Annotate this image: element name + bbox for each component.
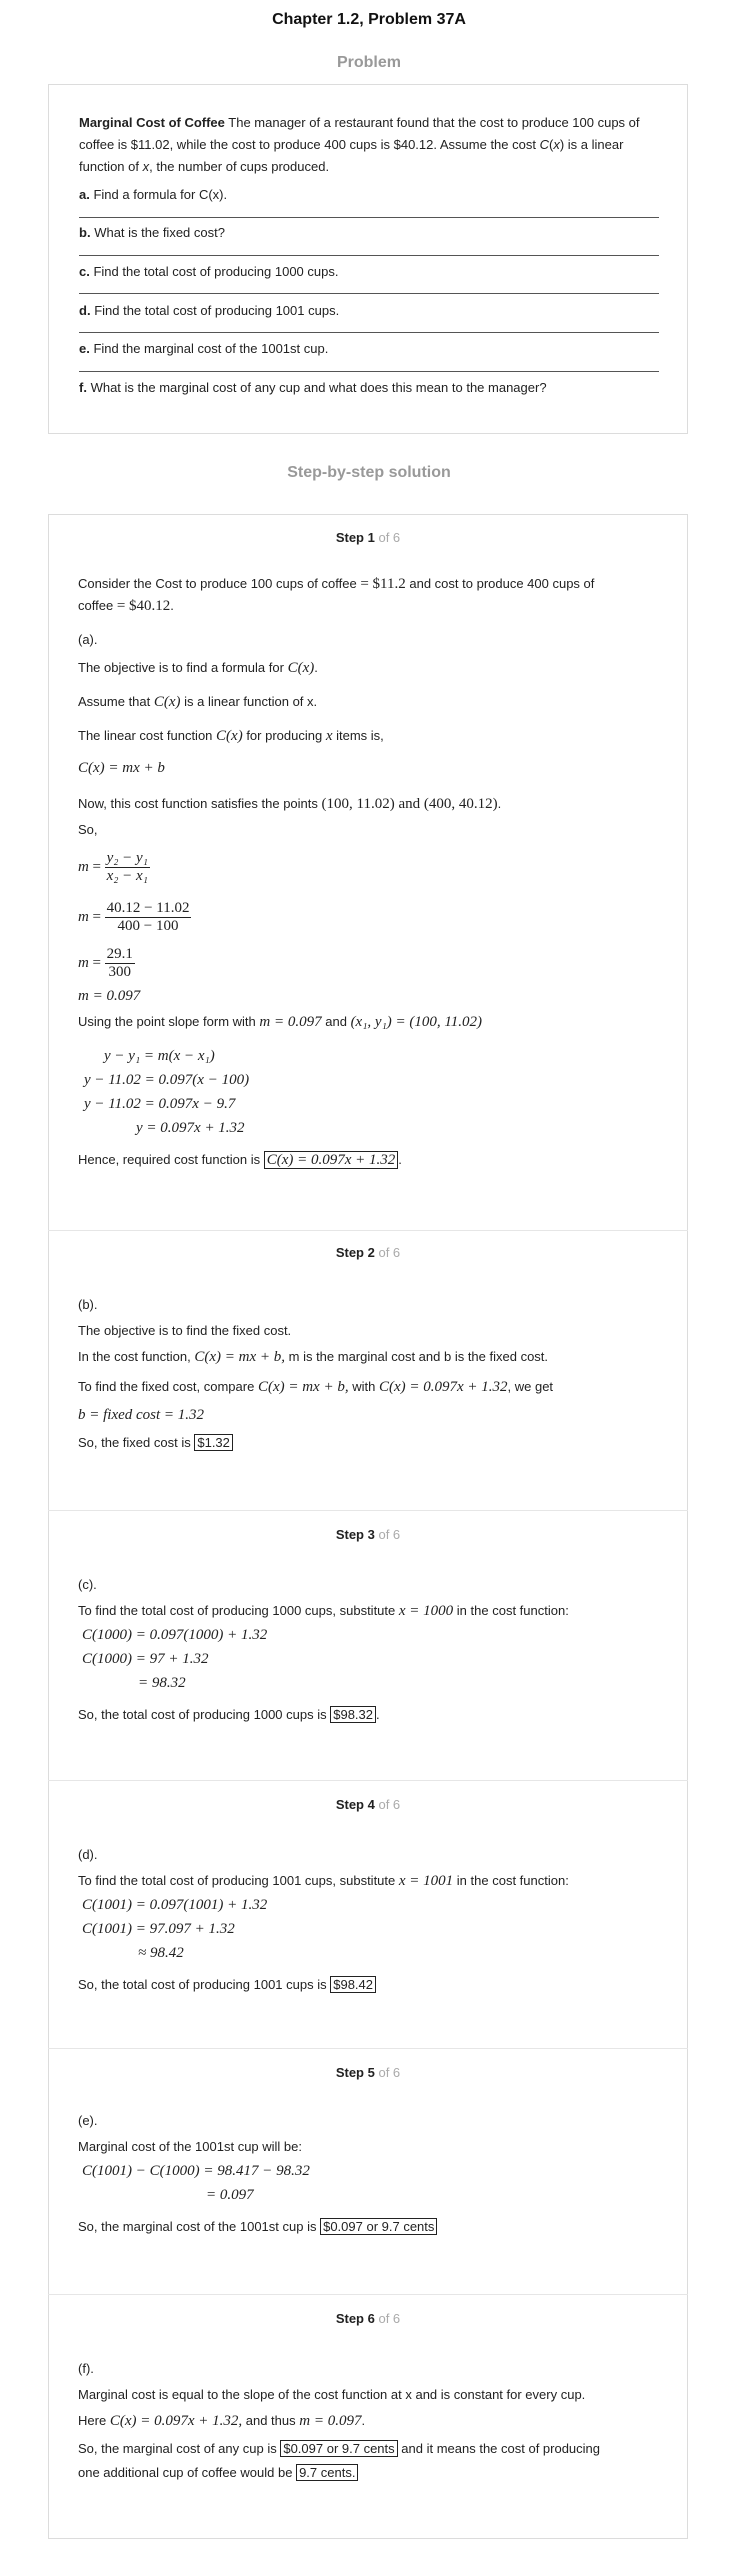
question-f: f. What is the marginal cost of any cup and what does this mean to the manager? xyxy=(79,380,547,395)
problem-lead-text2: is a linear function of xyxy=(79,137,624,174)
question-e: e. Find the marginal cost of the 1001st cup. xyxy=(79,341,329,356)
answer-box: C(x) = 0.097x + 1.32 xyxy=(264,1151,399,1169)
slope-fraction-2: m = $\frac{40.12 - 11.02}{400 - 100}$ xyxy=(78,900,190,934)
part-label: (a). xyxy=(78,632,98,647)
answer-box: $98.32 xyxy=(330,1706,376,1723)
step-2: Step 2 of 6 (b). The objective is to find the fixed cost. In the cost function, C(x) = mx + b, m is the marginal cost and b is the fixed cost. To find the fixed cost, compare C(x) = mx + b, with C(x) = 0.097x + 1.32, we get b = fixed cost = 1.32 So, the fixed cost is $1.32 xyxy=(48,1230,688,1510)
solution-section-title: Step-by-step solution xyxy=(287,464,451,481)
answer-line xyxy=(79,217,659,218)
step-2-header: Step 2 of 6 xyxy=(335,1245,401,1260)
answer-box: $0.097 or 9.7 cents xyxy=(320,2218,437,2235)
answer-box: $98.42 xyxy=(330,1976,376,1993)
step-5: Step 5 of 6 (e). Marginal cost of the 1001st cup will be: C(1001) − C(1000) = 98.417 − 98.32 = 0.097 So, the marginal cost of the 1001st cup is $0.097 or 9.7 cents xyxy=(48,2048,688,2294)
step-6-header: Step 6 of 6 xyxy=(335,2311,401,2326)
answer-line xyxy=(79,332,659,333)
problem-lead-text3: , the number of cups produced. xyxy=(149,159,330,174)
step-1-header: Step 1 of 6 xyxy=(335,530,401,545)
question-d: d. Find the total cost of producing 1001 cups. xyxy=(79,303,340,318)
step-3: Step 3 of 6 (c). To find the total cost of producing 1000 cups, substitute x = 1000 in the cost function: C(1000) = 0.097(1000) + 1.32 C(1000) = 97 + 1.32 = 98.32 So, the total cost of producing 1000 cups is $98.32 . xyxy=(48,1510,688,1780)
answer-box: $1.32 xyxy=(194,1434,233,1451)
step-3-header: Step 3 of 6 xyxy=(335,1527,401,1542)
question-b: b. What is the fixed cost? xyxy=(79,225,225,240)
step-1: Step 1 of 6 Consider the Cost to produce 100 cups of coffee = $11.2 and cost to produce 400 cups of coffee = $40.12. (a). The objective is to find a formula for C(x). Assume that C(x) is a linear function of x. The linear cost function C(x) for producing x items is, C(x) = mx + b Now, this cost function satisfies the points (100, 11.02) and (400, 40.12). So, m = $\frac{\text{y₂ − y₁}}{\text{x₂ − x₁}}$ m = $\frac{40.12 - 11.02}{400 - 100}$ m = $\frac{29.1}{300}$ m = 0.097 Using the point slope form with m = 0.097 and (x₁, y₁) = (100, 11.02) y − y₁ = m(x − x₁) y − 11.02 = 0.097(x − 100) y − 11.02 = 0.097x − 9.7 y = 0.097x + 1.32 Hence, required cost function is C(x) = 0.097x + 1.32 . xyxy=(48,514,688,1230)
answer-line xyxy=(79,255,659,256)
step-6: Step 6 of 6 (f). Marginal cost is equal to the slope of the cost function at x and is constant for every cup. Here C(x) = 0.097x + 1.32, and thus m = 0.097. So, the marginal cost of any cup is $0.097 or 9.7 cents and it means the cost of producing one additional cup of coffee would be 9.7 cents. xyxy=(48,2294,688,2539)
answer-line xyxy=(79,371,659,372)
question-a: a. Find a formula for C(x). xyxy=(79,187,228,202)
problem-lead-bold: Marginal Cost of Coffee xyxy=(79,115,225,130)
problem-panel xyxy=(48,84,688,434)
page-title: Chapter 1.2, Problem 37A xyxy=(272,11,466,28)
answer-box: 9.7 cents. xyxy=(296,2464,358,2481)
step-4-header: Step 4 of 6 xyxy=(335,1797,401,1812)
slope-fraction-3: m = $\frac{29.1}{300}$ xyxy=(78,946,133,980)
answer-line xyxy=(79,293,659,294)
step-4: Step 4 of 6 (d). To find the total cost of producing 1001 cups, substitute x = 1001 in the cost function: C(1001) = 0.097(1001) + 1.32 C(1001) = 97.097 + 1.32 ≈ 98.42 So, the total cost of producing 1001 cups is $98.42 xyxy=(48,1780,688,2048)
problem-statement: Marginal Cost of Coffee The manager of a restaurant found that the cost to produce 100 cups of coffee is $11.02, while the cost to produce 400 cups is $40.12. Assume the cost C(x) is a linear function of x, the number of cups produced. xyxy=(79,115,640,174)
problem-section-title: Problem xyxy=(336,54,401,71)
slope-fraction-1: m = $\frac{\text{y₂ − y₁}}{\text{x₂ − x₁}}$ xyxy=(78,850,148,884)
answer-box: $0.097 or 9.7 cents xyxy=(280,2440,397,2457)
equation: C(x) = mx + b xyxy=(78,760,165,776)
problem-lead-text: The manager of a restaurant found that the cost to produce 100 cups of coffee is $11.02, while the cost to produce 400 cups is $40.12. Assume the cost xyxy=(79,115,640,152)
step-5-header: Step 5 of 6 xyxy=(335,2065,401,2080)
question-c: c. Find the total cost of producing 1000 cups. xyxy=(79,264,339,279)
